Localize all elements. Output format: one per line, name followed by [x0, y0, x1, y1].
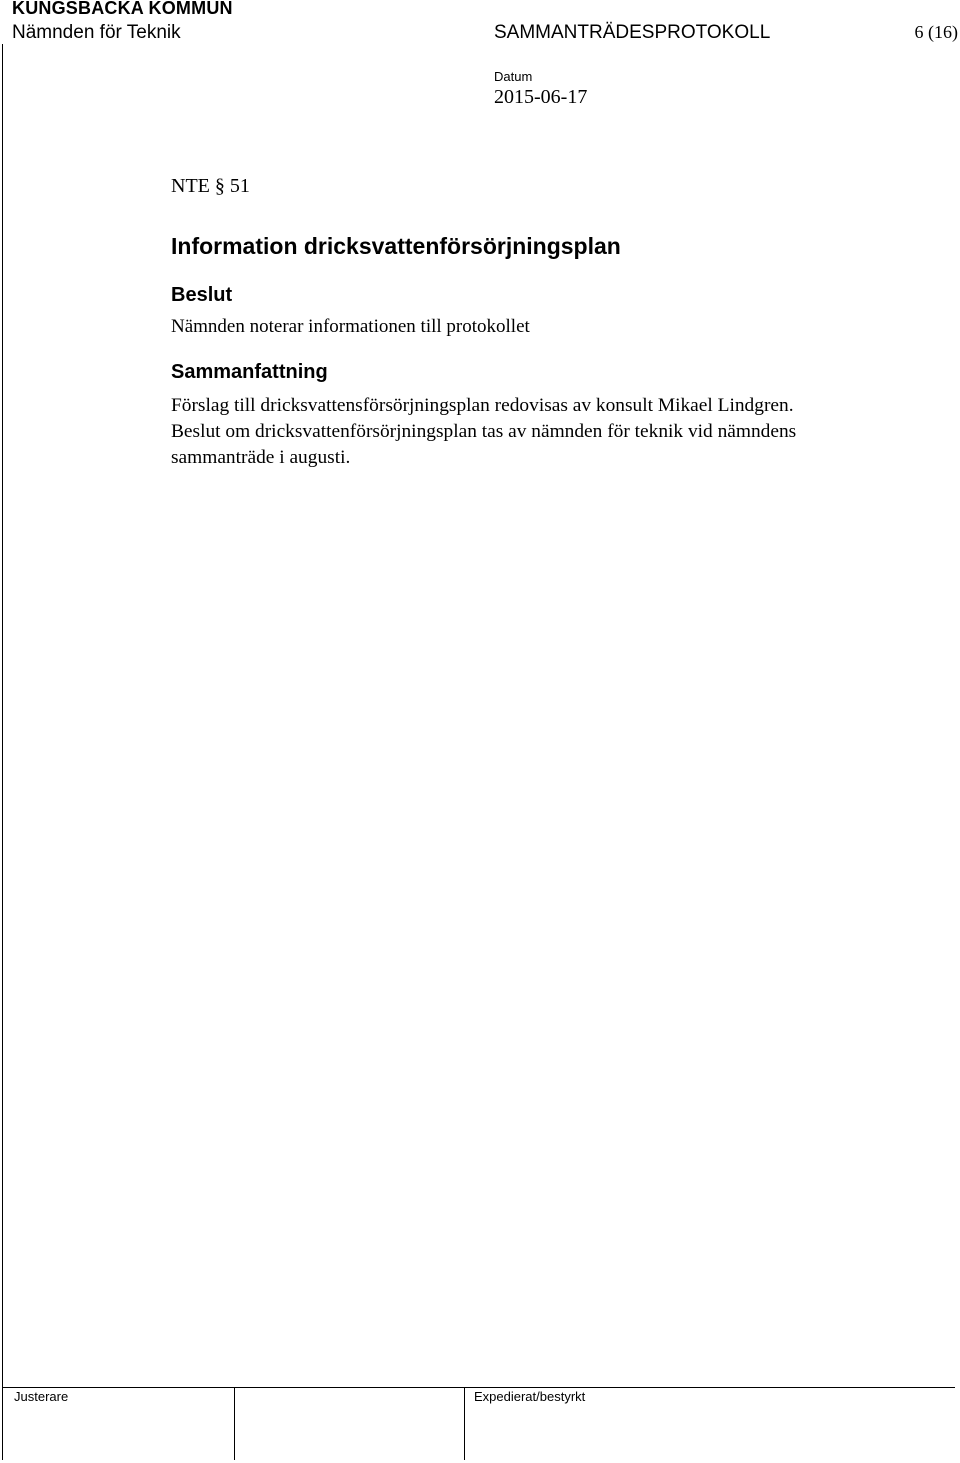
organization-name: KUNGSBACKA KOMMUN	[12, 0, 233, 18]
left-margin-rule	[2, 44, 3, 1460]
item-title: Information dricksvattenförsörjningsplan	[171, 233, 621, 259]
summary-line: sammanträde i augusti.	[171, 447, 351, 468]
footer-divider	[234, 1387, 235, 1460]
summary-line: Förslag till dricksvattensförsörjningsplan redovisas av konsult Mikael Lindgren.	[171, 395, 794, 416]
page-number: 6 (16)	[914, 22, 958, 42]
decision-text: Nämnden noterar informationen till protokollet	[171, 316, 530, 337]
expedierat-label: Expedierat/bestyrkt	[474, 1389, 586, 1404]
date-label: Datum	[494, 69, 533, 84]
date-value: 2015-06-17	[494, 86, 588, 108]
justerare-label: Justerare	[14, 1389, 69, 1404]
summary-line: Beslut om dricksvattenförsörjningsplan tas av nämnden för teknik vid nämndens	[171, 421, 797, 442]
summary-text	[171, 393, 951, 471]
footer-rule	[2, 1387, 955, 1388]
department-name: Nämnden för Teknik	[12, 22, 181, 43]
paragraph-reference: NTE § 51	[171, 175, 250, 197]
decision-heading: Beslut	[171, 284, 233, 306]
document-type: SAMMANTRÄDESPROTOKOLL	[494, 22, 771, 43]
summary-heading: Sammanfattning	[171, 361, 328, 383]
footer-divider	[464, 1387, 465, 1460]
